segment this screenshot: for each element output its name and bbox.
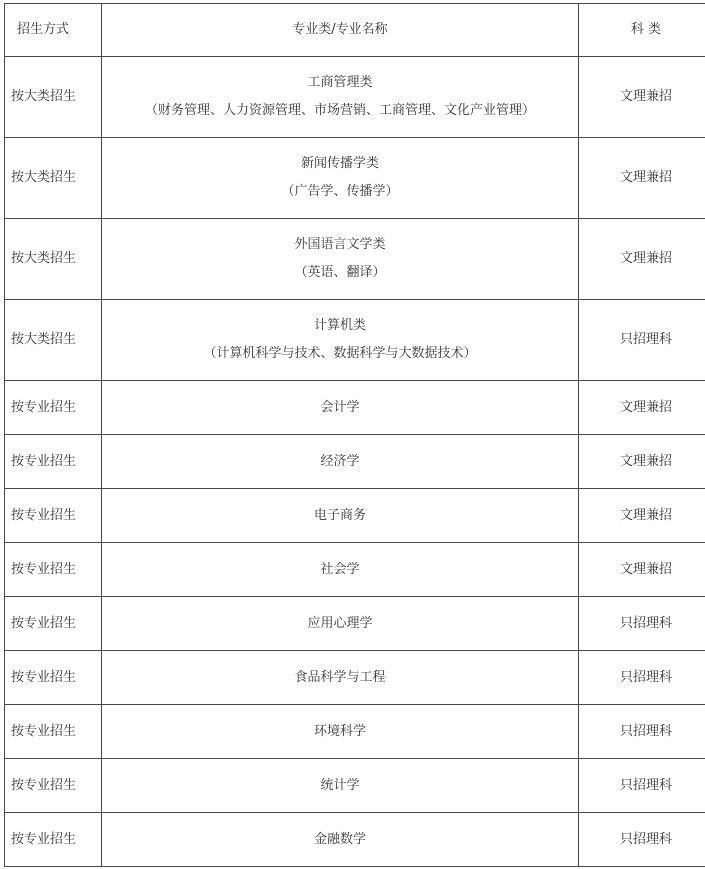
row-major: 统计学: [102, 759, 579, 813]
major-name: 计算机类: [313, 318, 366, 333]
major-sub: （广告学、传播学）: [281, 184, 399, 199]
row-major: [102, 300, 579, 381]
major-name: 外国语言文学类: [294, 237, 386, 252]
header-major: 专业类/专业名称: [102, 4, 579, 57]
row-type: 只招理科: [579, 759, 705, 813]
row-major: 应用心理学: [102, 597, 579, 651]
table-row: [5, 57, 705, 138]
row-major: 社会学: [102, 543, 579, 597]
row-mode: 按大类招生: [5, 57, 102, 138]
row-major: 环境科学: [102, 705, 579, 759]
row-type: 只招理科: [579, 300, 705, 381]
row-type: 只招理科: [579, 651, 705, 705]
admissions-table: [4, 3, 705, 867]
table-row: [5, 138, 705, 219]
row-type: 只招理科: [579, 597, 705, 651]
row-type: 文理兼招: [579, 489, 705, 543]
major-name: 工商管理类: [307, 75, 373, 90]
row-mode: 按专业招生: [5, 489, 102, 543]
table-row: [5, 219, 705, 300]
row-type: 文理兼招: [579, 381, 705, 435]
row-major: 电子商务: [102, 489, 579, 543]
row-mode: 按专业招生: [5, 381, 102, 435]
row-mode: 按专业招生: [5, 759, 102, 813]
row-mode: 按专业招生: [5, 543, 102, 597]
table-row: [5, 543, 705, 597]
table-row: [5, 489, 705, 543]
row-mode: 按大类招生: [5, 300, 102, 381]
row-mode: 按专业招生: [5, 813, 102, 867]
row-type: 文理兼招: [579, 435, 705, 489]
row-mode: 按大类招生: [5, 138, 102, 219]
row-major: [102, 138, 579, 219]
table-row: [5, 759, 705, 813]
table-row: [5, 597, 705, 651]
row-major: 金融数学: [102, 813, 579, 867]
table-row: [5, 705, 705, 759]
major-sub: （财务管理、人力资源管理、市场营销、工商管理、文化产业管理）: [144, 103, 535, 118]
major-name: 新闻传播学类: [300, 156, 379, 171]
row-major: 会计学: [102, 381, 579, 435]
row-mode: 按专业招生: [5, 651, 102, 705]
row-major: 经济学: [102, 435, 579, 489]
table-row: [5, 300, 705, 381]
row-type: 文理兼招: [579, 219, 705, 300]
table-row: [5, 813, 705, 867]
row-type: 只招理科: [579, 813, 705, 867]
table-row: [5, 381, 705, 435]
row-major: 食品科学与工程: [102, 651, 579, 705]
header-mode: 招生方式: [5, 4, 102, 57]
row-mode: 按大类招生: [5, 219, 102, 300]
table-row: [5, 435, 705, 489]
table-header-row: [5, 4, 705, 57]
header-type: 科 类: [579, 4, 705, 57]
row-mode: 按专业招生: [5, 705, 102, 759]
row-major: [102, 219, 579, 300]
major-sub: （计算机科学与技术、数据科学与大数据技术）: [203, 346, 477, 361]
major-sub: （英语、翻译）: [294, 265, 386, 280]
row-type: 只招理科: [579, 705, 705, 759]
row-mode: 按专业招生: [5, 597, 102, 651]
row-type: 文理兼招: [579, 57, 705, 138]
row-major: [102, 57, 579, 138]
row-mode: 按专业招生: [5, 435, 102, 489]
table-row: [5, 651, 705, 705]
row-type: 文理兼招: [579, 543, 705, 597]
row-type: 文理兼招: [579, 138, 705, 219]
